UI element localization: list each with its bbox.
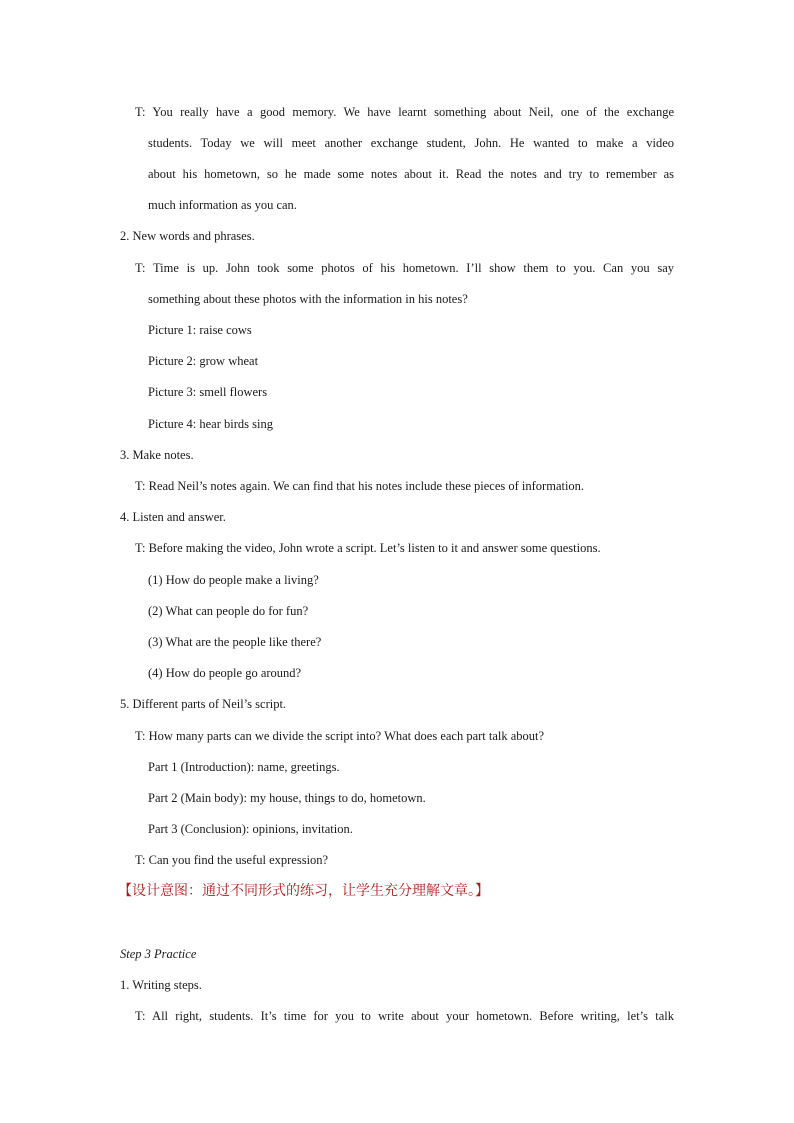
teacher-line: T: Before making the video, John wrote a script. Let’s listen to it and answer some questions. [135,541,601,555]
picture-item: Picture 2: grow wheat [148,354,259,368]
section-heading: 5. Different parts of Neil’s script. [120,697,287,711]
teacher-line: something about these photos with the information in his notes? [148,292,468,306]
teacher-line: T: How many parts can we divide the script into? What does each part talk about? [135,729,545,743]
design-intent-note: 【设计意图：通过不同形式的练习，让学生充分理解文章。】 [118,883,489,899]
question-item: (4) How do people go around? [148,666,302,680]
section-heading: 3. Make notes. [120,448,194,462]
section-heading: 2. New words and phrases. [120,229,255,243]
question-item: (1) How do people make a living? [148,573,319,587]
teacher-line: T: All right, students. It’s time for you to write about your hometown. Before writing, let’s talk [135,1009,674,1023]
picture-item: Picture 4: hear birds sing [148,417,273,431]
intro-line-4: much information as you can. [148,198,297,212]
question-item: (2) What can people do for fun? [148,604,309,618]
step-title: Step 3 Practice [120,947,197,961]
teacher-line: T: Read Neil’s notes again. We can find that his notes include these pieces of information. [135,479,585,493]
teacher-line: T: Can you find the useful expression? [135,853,329,867]
intro-line-1: T: You really have a good memory. We have learnt something about Neil, one of the exchange [135,105,674,119]
section-heading: 1. Writing steps. [120,978,202,992]
picture-item: Picture 1: raise cows [148,323,252,337]
question-item: (3) What are the people like there? [148,635,322,649]
intro-line-2: students. Today we will meet another exchange student, John. He wanted to make a video [148,136,674,150]
intro-line-3: about his hometown, so he made some notes about it. Read the notes and try to remember as [148,167,674,181]
part-item: Part 1 (Introduction): name, greetings. [148,760,340,774]
part-item: Part 3 (Conclusion): opinions, invitation. [148,822,353,836]
teacher-line: T: Time is up. John took some photos of his hometown. I’ll show them to you. Can you say [135,261,674,275]
section-heading: 4. Listen and answer. [120,510,226,524]
part-item: Part 2 (Main body): my house, things to do, hometown. [148,791,426,805]
picture-item: Picture 3: smell flowers [148,385,268,399]
